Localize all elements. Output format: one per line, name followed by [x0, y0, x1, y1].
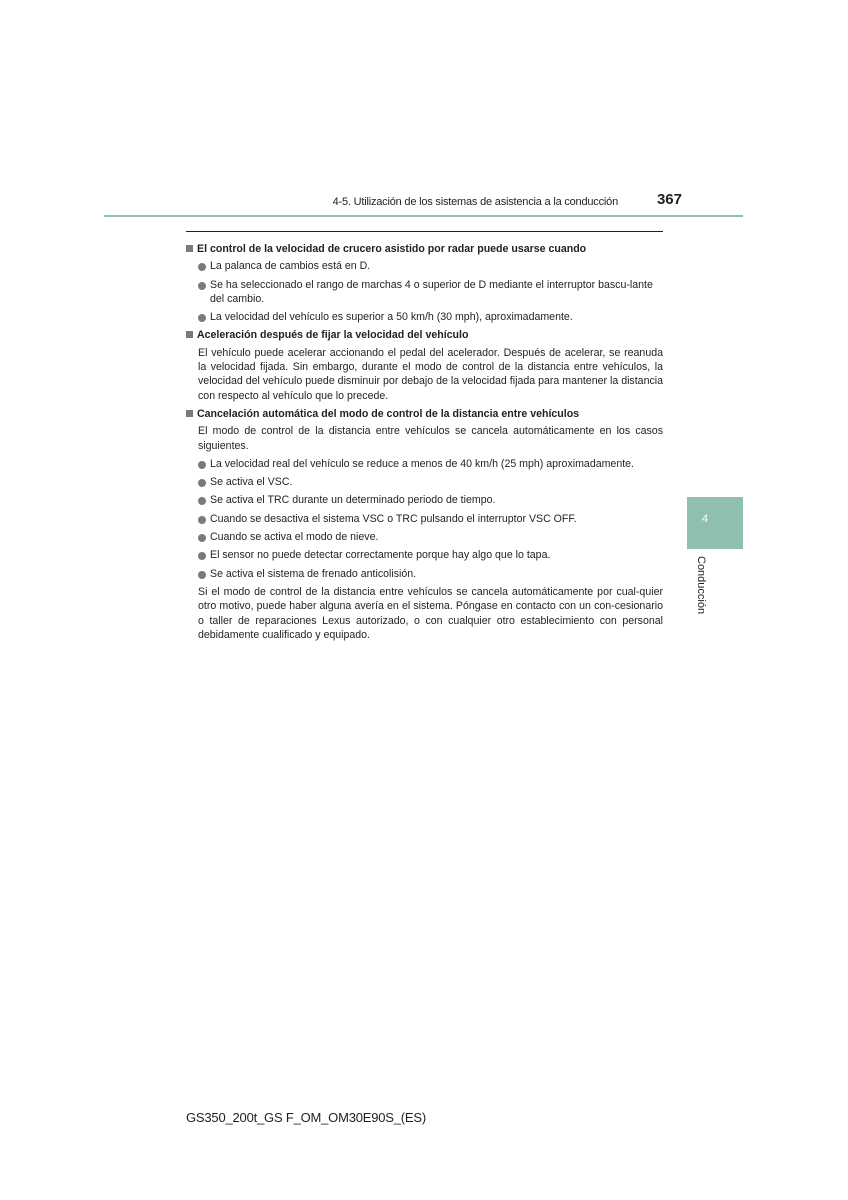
list-item — [186, 493, 663, 507]
list-item-text: Se activa el VSC. — [210, 476, 293, 489]
content-divider — [186, 231, 663, 232]
circle-bullet-icon — [198, 571, 206, 579]
circle-bullet-icon — [198, 534, 206, 542]
list-item-text: El sensor no puede detectar correctamente porque hay algo que lo tapa. — [210, 549, 551, 562]
square-bullet-icon — [186, 245, 193, 252]
document-code: GS350_200t_GS F_OM_OM30E90S_(ES) — [186, 1110, 427, 1125]
list-item-text: La velocidad del vehículo es superior a 50 km/h (30 mph), aproximadamente. — [210, 311, 573, 324]
section-heading-text: Aceleración después de fijar la velocidad del vehículo — [197, 329, 469, 342]
list-item — [186, 475, 663, 489]
list-item-text: Se activa el TRC durante un determinado periodo de tiempo. — [210, 494, 496, 507]
square-bullet-icon — [186, 410, 193, 417]
list-item — [186, 548, 663, 562]
circle-bullet-icon — [198, 497, 206, 505]
list-item-text: La palanca de cambios está en D. — [210, 260, 371, 273]
section-heading — [186, 242, 663, 256]
circle-bullet-icon — [198, 552, 206, 560]
circle-bullet-icon — [198, 263, 206, 271]
list-item-text: Se ha seleccionado el rango de marchas 4 o superior de D mediante el interruptor bascu-lante del cambio. — [210, 278, 653, 305]
section-heading — [186, 328, 663, 342]
list-item — [186, 530, 663, 544]
chapter-tab — [687, 497, 743, 549]
header-title: 4-5. Utilización de los sistemas de asistencia a la conducción — [332, 196, 618, 208]
section-heading-text: El control de la velocidad de crucero asistido por radar puede usarse cuando — [197, 243, 587, 255]
circle-bullet-icon — [198, 282, 206, 290]
list-item — [186, 567, 663, 581]
closing-paragraph: Si el modo de control de la distancia entre vehículos se cancela automáticamente por cual-quier otro motivo, puede haber alguna avería en el sistema. Póngase en contacto con un con-cesionario o taller de reparaciones Lexus autorizado, o con cualquier otro establecimiento con personal debidamente cualificado y equipado. — [198, 585, 663, 641]
list-item — [186, 310, 663, 324]
list-item-text: Cuando se desactiva el sistema VSC o TRC pulsando el interruptor VSC OFF. — [210, 512, 577, 525]
list-item — [186, 259, 663, 273]
circle-bullet-icon — [198, 516, 206, 524]
chapter-label: Conducción — [695, 556, 707, 615]
circle-bullet-icon — [198, 314, 206, 322]
circle-bullet-icon — [198, 479, 206, 487]
chapter-number: 4 — [701, 513, 709, 525]
list-item-text: Se activa el sistema de frenado anticolisión. — [210, 567, 417, 580]
list-item-text: Cuando se activa el modo de nieve. — [210, 531, 379, 544]
list-item — [186, 278, 663, 307]
list-item-text: La velocidad real del vehículo se reduce a menos de 40 km/h (25 mph) aproximadamente. — [210, 457, 634, 470]
square-bullet-icon — [186, 331, 193, 338]
list-item — [186, 457, 663, 471]
section-paragraph: El vehículo puede acelerar accionando el pedal del acelerador. Después de acelerar, se reanuda la velocidad fijada. Sin embargo, durante el modo de control de la distancia entre vehículos, la velocidad del vehículo puede disminuir por debajo de la velocidad fijada para mantener la distancia con respecto al vehículo que lo precede. — [198, 346, 663, 402]
section-paragraph: El modo de control de la distancia entre vehículos se cancela automáticamente en los casos siguientes. — [198, 425, 663, 452]
list-item — [186, 512, 663, 526]
section-heading-text: Cancelación automática del modo de control de la distancia entre vehículos — [197, 407, 580, 420]
header-divider — [104, 215, 743, 217]
main-content — [186, 238, 663, 646]
page-number: 367 — [656, 191, 682, 208]
section-heading — [186, 407, 663, 421]
circle-bullet-icon — [198, 461, 206, 469]
